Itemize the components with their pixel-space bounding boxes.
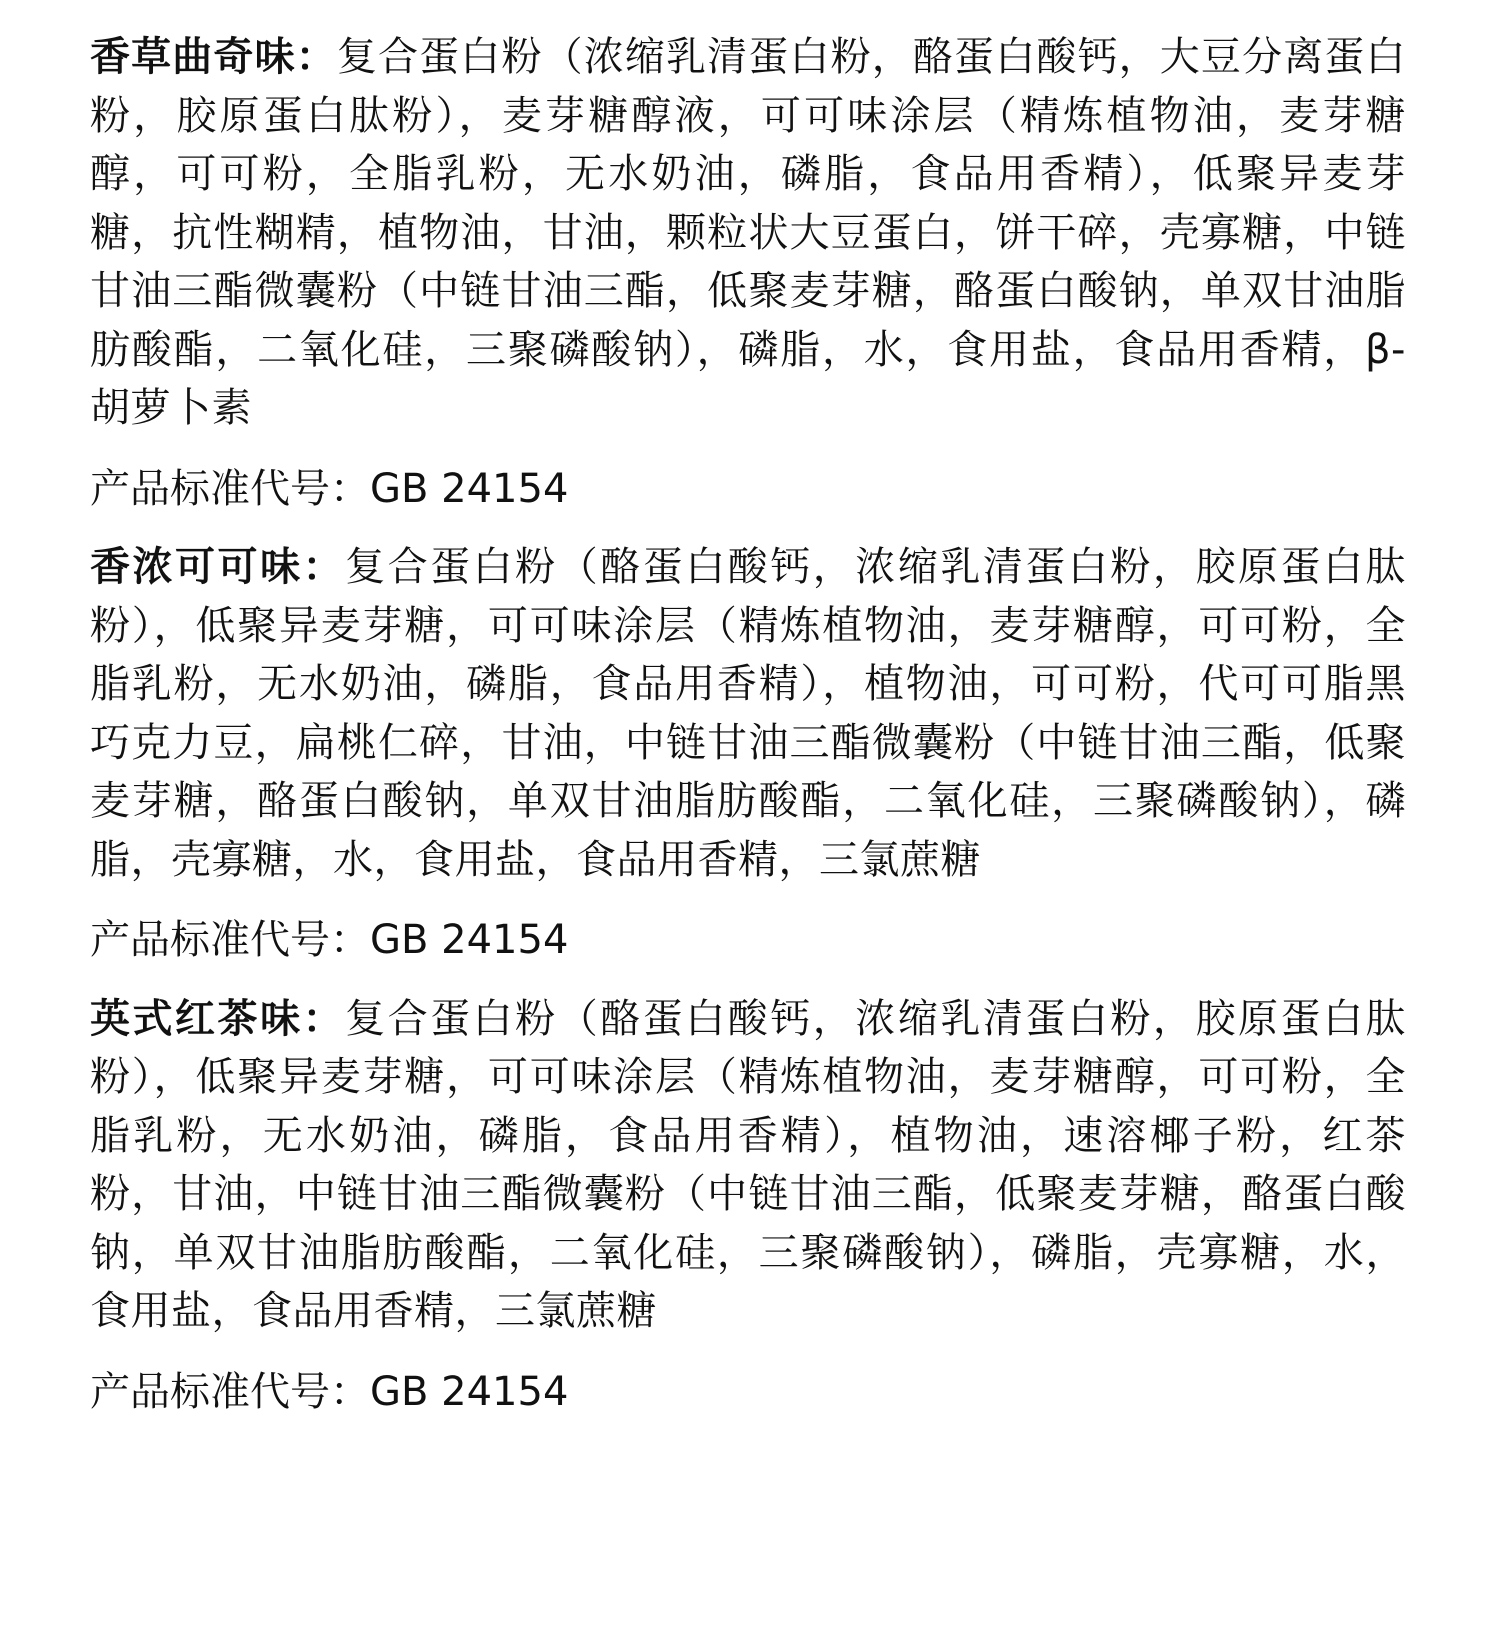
- flavor-section-rich-cocoa: [90, 538, 1406, 970]
- ingredients-text: 复合蛋白粉（酪蛋白酸钙，浓缩乳清蛋白粉，胶原蛋白肽粉），低聚异麦芽糖，可可味涂层（精炼植物油，麦芽糖醇，可可粉，全脂乳粉，无水奶油，磷脂，食品用香精），植物油，可可粉，代可可脂黑巧克力豆，扁桃仁碎，甘油，中链甘油三酯微囊粉（中链甘油三酯，低聚麦芽糖，酪蛋白酸钠，单双甘油脂肪酸酯，二氧化硅，三聚磷酸钠），磷脂，壳寡糖，水，食用盐，食品用香精，三氯蔗糖: [90, 544, 1407, 883]
- product-standard-code: 产品标准代号：GB 24154: [90, 917, 569, 963]
- flavor-section-vanilla-cookie: [90, 0, 1406, 518]
- ingredients-paragraph: [90, 990, 1406, 1341]
- flavor-name: 香草曲奇味：: [90, 34, 337, 80]
- flavor-section-english-black-tea: [90, 990, 1406, 1422]
- product-standard-code: 产品标准代号：GB 24154: [90, 1368, 569, 1415]
- flavor-name: 英式红茶味：: [90, 995, 346, 1042]
- flavor-name: 香浓可可味：: [90, 544, 346, 590]
- ingredients-text: 复合蛋白粉（浓缩乳清蛋白粉，酪蛋白酸钙，大豆分离蛋白粉，胶原蛋白肽粉），麦芽糖醇液，可可味涂层（精炼植物油，麦芽糖醇，可可粉，全脂乳粉，无水奶油，磷脂，食品用香精），低聚异麦芽糖，抗性糊精，植物油，甘油，颗粒状大豆蛋白，饼干碎，壳寡糖，中链甘油三酯微囊粉（中链甘油三酯，低聚麦芽糖，酪蛋白酸钠，单双甘油脂肪酸酯，二氧化硅，三聚磷酸钠），磷脂，水，食用盐，食品用香精，β-胡萝卜素: [90, 34, 1407, 431]
- ingredients-text: 复合蛋白粉（酪蛋白酸钙，浓缩乳清蛋白粉，胶原蛋白肽粉），低聚异麦芽糖，可可味涂层（精炼植物油，麦芽糖醇，可可粉，全脂乳粉，无水奶油，磷脂，食品用香精），植物油，速溶椰子粉，红茶粉，甘油，中链甘油三酯微囊粉（中链甘油三酯，低聚麦芽糖，酪蛋白酸钠，单双甘油脂肪酸酯，二氧化硅，三聚磷酸钠），磷脂，壳寡糖，水，食用盐，食品用香精，三氯蔗糖: [90, 995, 1407, 1334]
- ingredient-list: [90, 0, 1406, 1441]
- ingredients-paragraph: [90, 28, 1406, 438]
- ingredients-paragraph: [90, 538, 1406, 889]
- product-standard-code: 产品标准代号：GB 24154: [90, 465, 569, 512]
